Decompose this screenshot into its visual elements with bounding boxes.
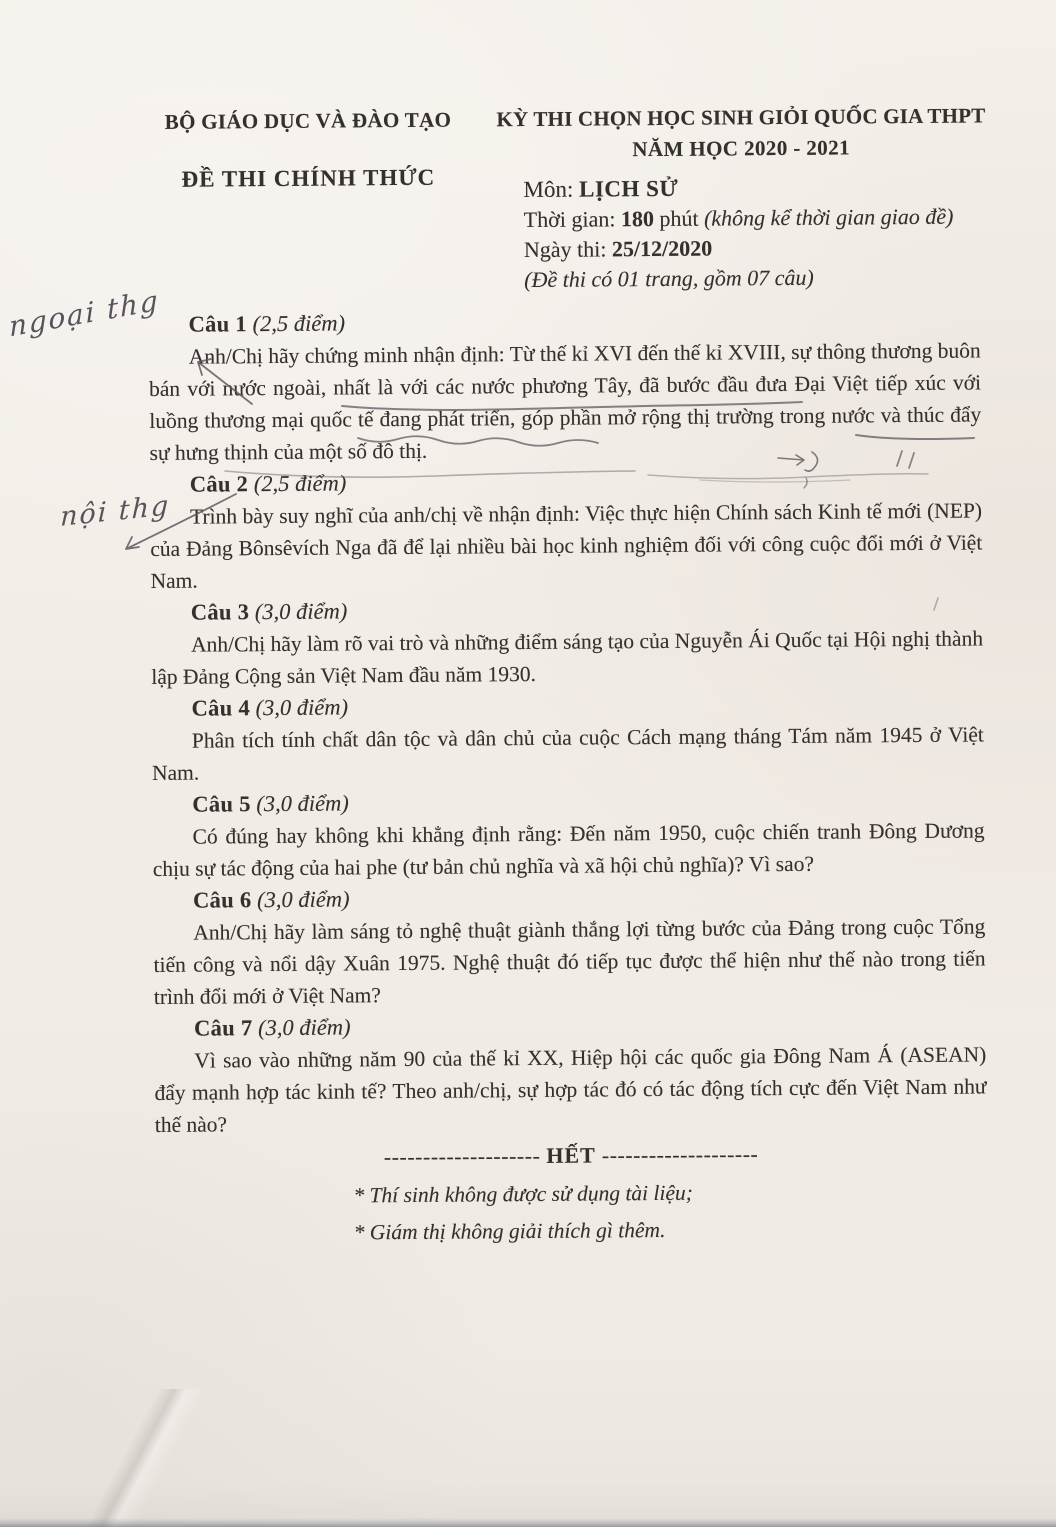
question-block-3 xyxy=(151,590,984,693)
handwritten-margin-note-foreign-trade: ngoại thg xyxy=(8,283,161,344)
exam-info-block xyxy=(523,171,992,295)
time-label: Thời gian: xyxy=(523,206,616,233)
end-dashes-right: -------------------- xyxy=(601,1141,759,1168)
handwritten-margin-note-domestic-trade: nội thg xyxy=(59,490,171,533)
end-marker xyxy=(155,1136,987,1175)
scan-bottom-edge xyxy=(0,1518,1056,1527)
question-text: Vì sao vào những năm 90 của thế kỉ XX, Hiệp hội các quốc gia Đông Nam Á (ASEAN) đẩy mạnh hợp tác kinh tế? Theo anh/chị, sự hợp tác đó có tác động tích cực đến Việt Nam như thế nào? xyxy=(154,1042,987,1137)
question-block-1 xyxy=(148,302,981,469)
question-text: Anh/Chị hãy chứng minh nhận định: Từ thế kỉ XVI đến thế kỉ XVIII, sự thông thương buôn bán với nước ngoài, nhất là với các nước phương Tây, đã bước đầu đưa Đại Việt tiếp xúc với luồng thương mại quốc tế đang phát triển, góp phần mở rộng thị trường trong nước và thúc đẩy sự hưng thịnh của một số đô thị. xyxy=(148,338,982,465)
exam-rules xyxy=(353,1172,988,1251)
date-label: Ngày thi: xyxy=(523,236,607,263)
question-text: Có đúng hay không khi khẳng định rằng: Đến năm 1950, cuộc chiến tranh Đông Dương chịu sự tác động của hai phe (tư bản chủ nghĩa và xã hội chủ nghĩa)? Vì sao? xyxy=(152,818,985,881)
question-text: Trình bày suy nghĩ của anh/chị về nhận định: Việc thực hiện Chính sách Kinh tế mới (NEP) của Đảng Bônsêvích Nga đã để lại nhiều bài học kinh nghiệm đối với công cuộc đổi mới ở Việt Nam. xyxy=(150,498,983,593)
question-label: Câu 2 xyxy=(189,471,249,497)
question-label: Câu 4 xyxy=(191,695,251,721)
pages-note: (Đề thi có 01 trang, gồm 07 câu) xyxy=(524,264,814,293)
question-points: (3,0 điểm) xyxy=(256,790,349,817)
issuing-organization: BỘ GIÁO DỤC VÀ ĐÀO TẠO xyxy=(164,107,452,134)
question-block-7 xyxy=(154,1006,987,1141)
question-points: (3,0 điểm) xyxy=(254,598,348,625)
question-points: (3,0 điểm) xyxy=(257,1014,351,1041)
date-value: 25/12/2020 xyxy=(611,235,713,262)
time-unit: phút xyxy=(659,205,699,231)
question-label: Câu 5 xyxy=(192,791,251,817)
exam-title-line2: NĂM HỌC 2020 - 2021 xyxy=(632,135,851,162)
question-label: Câu 3 xyxy=(190,599,250,625)
paper-fold-crease xyxy=(0,1389,300,1527)
header-left-column xyxy=(143,106,474,298)
time-value: 180 xyxy=(620,206,655,232)
question-block-5 xyxy=(152,782,985,885)
header-right-column xyxy=(491,102,992,295)
question-block-4 xyxy=(151,686,984,789)
subject-line xyxy=(523,171,991,205)
question-points: (3,0 điểm) xyxy=(256,886,350,913)
end-word: HẾT xyxy=(546,1142,596,1168)
question-label: Câu 1 xyxy=(188,311,248,337)
question-points: (2,5 điểm) xyxy=(252,310,346,337)
end-dashes-left: -------------------- xyxy=(383,1142,541,1170)
time-note: (không kể thời gian giao đề) xyxy=(703,203,954,231)
question-block-6 xyxy=(153,878,986,1013)
question-text: Phân tích tính chất dân tộc và dân chủ của cuộc Cách mạng tháng Tám năm 1945 ở Việt Nam. xyxy=(151,722,984,785)
rule-no-materials: * Thí sinh không được sử dụng tài liệu; xyxy=(353,1180,693,1208)
date-line xyxy=(524,231,992,265)
question-points: (2,5 điểm) xyxy=(253,470,347,497)
exam-header xyxy=(0,0,1056,299)
rule-no-explanation: * Giám thị không giải thích gì thêm. xyxy=(353,1217,666,1245)
question-text: Anh/Chị hãy làm sáng tỏ nghệ thuật giành thắng lợi từng bước của Đảng trong cuộc Tổng tiến công và nổi dậy Xuân 1975. Nghệ thuật đó tiếp tục được thể hiện như thế nào trong tiến trình đổi mới ở Việt Nam? xyxy=(153,914,986,1009)
subject-value: LỊCH SỬ xyxy=(578,175,679,202)
question-points: (3,0 điểm) xyxy=(255,694,349,721)
official-exam-label: ĐỀ THI CHÍNH THỨC xyxy=(181,164,436,192)
question-text: Anh/Chị hãy làm rõ vai trò và những điểm sáng tạo của Nguyễn Ái Quốc tại Hội nghị thành lập Đảng Cộng sản Việt Nam đầu năm 1930. xyxy=(151,626,984,689)
subject-label: Môn: xyxy=(523,176,574,203)
time-line xyxy=(524,201,992,235)
question-block-2 xyxy=(150,462,983,597)
question-label: Câu 6 xyxy=(192,887,252,913)
question-label: Câu 7 xyxy=(193,1015,253,1041)
questions-section xyxy=(2,291,1056,1254)
exam-title-line1: KỲ THI CHỌN HỌC SINH GIỎI QUỐC GIA THPT xyxy=(496,103,986,132)
